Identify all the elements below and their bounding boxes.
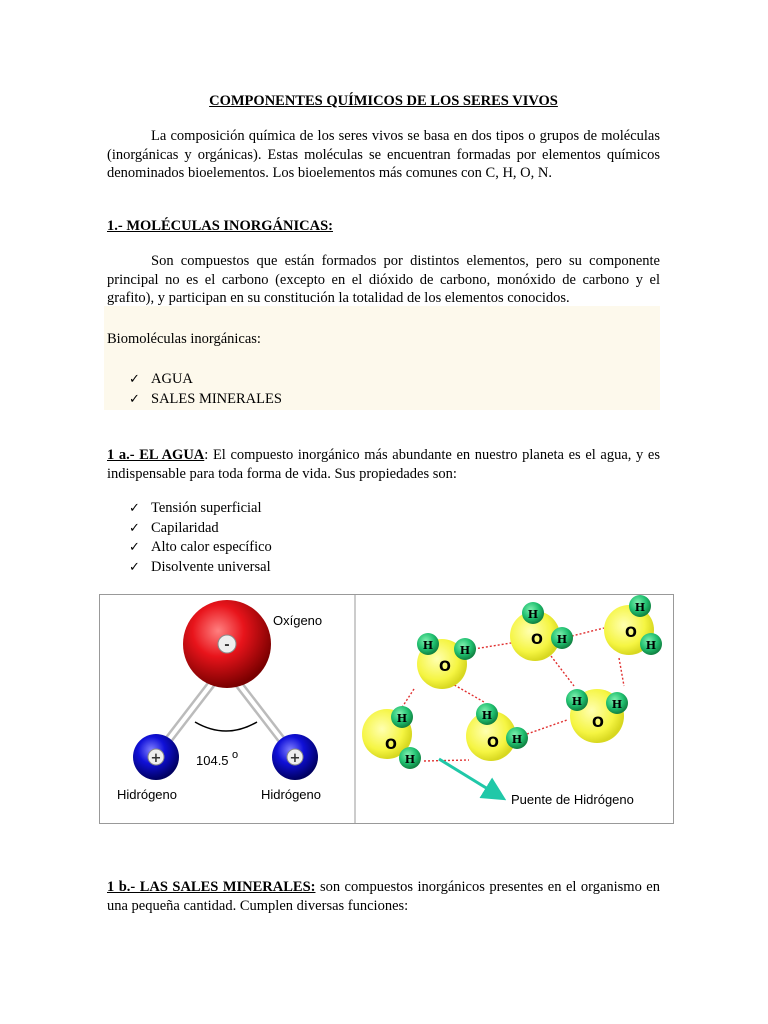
list-item: ✓ AGUA (129, 370, 282, 390)
section1-text: Son compuestos que están formados por distintos elementos, pero su componente principal no es el carbono (excepto en el dióxido de carbono, monóxido de carbono y el grafito), y participan en su constitución la totalidad de los elementos conocidos. (107, 253, 660, 306)
oxygen-symbol: O (592, 715, 604, 731)
hydrogen-symbol: H (645, 639, 657, 652)
angle-label: 104.5 (196, 753, 229, 768)
hydrogen-symbol: H (459, 644, 471, 657)
intro-text: La composición química de los seres vivos se basa en dos tipos o grupos de moléculas (inorgánicas y orgánicas). Estas moléculas se encuentran formadas por elementos químicos denominados bioelementos. Los bioelementos más comunes con C, H, O, N. (107, 128, 660, 181)
section1a-paragraph (107, 446, 660, 483)
hydrogen-symbol: H (396, 712, 408, 725)
hydrogen-label-right: Hidrógeno (261, 787, 321, 802)
checkmark-icon: ✓ (129, 520, 140, 536)
oxygen-symbol: O (487, 735, 499, 751)
checkmark-icon: ✓ (129, 501, 140, 516)
section1b-text: son compuestos inorgánicos presentes en el organismo en una pequeña cantidad. Cumplen diversas funciones: (107, 879, 660, 914)
hydrogen-symbol: H (481, 709, 493, 722)
intro-paragraph (107, 127, 660, 183)
list-item: ✓ Capilaridad (129, 519, 272, 539)
hydrogen-symbol: H (571, 695, 583, 708)
oxygen-label: Oxígeno (273, 613, 323, 628)
checkmark-icon: ✓ (129, 372, 140, 387)
list-item: ✓ Disolvente universal (129, 558, 272, 578)
section1a-text: : El compuesto inorgánico más abundante en nuestro planeta es el agua, y es indispensable para toda forma de vida. Sus propiedades son: (107, 447, 660, 482)
hydrogen-symbol: H (422, 639, 434, 652)
plus-sign-left: + (150, 751, 162, 766)
checkmark-icon: ✓ (129, 391, 140, 407)
water-molecule-figure (99, 594, 674, 824)
section1-heading: 1.- MOLÉCULAS INORGÁNICAS: (107, 218, 333, 234)
oxygen-symbol: O (625, 625, 637, 641)
oxygen-symbol: O (385, 737, 397, 753)
hydrogen-symbol: H (511, 733, 523, 746)
hydrogen-symbol: H (404, 753, 416, 766)
section1b-paragraph (107, 878, 660, 915)
hydrogen-symbol: H (634, 601, 646, 614)
box-list (129, 370, 282, 409)
checkmark-icon: ✓ (129, 559, 140, 575)
hydrogen-bond-label: Puente de Hidrógeno (511, 792, 634, 807)
hydrogen-symbol: H (611, 698, 623, 711)
list-item: ✓ Tensión superficial (129, 499, 272, 519)
box-label: Biomoléculas inorgánicas: (107, 331, 261, 347)
hydrogen-symbol: H (527, 608, 539, 621)
checkmark-icon: ✓ (129, 540, 140, 555)
oxygen-symbol: O (531, 632, 543, 648)
section1b-heading: 1 b.- LAS SALES MINERALES: (107, 879, 316, 895)
section1-paragraph (107, 252, 660, 308)
oxygen-symbol: O (439, 659, 451, 675)
hydrogen-label-left: Hidrógeno (117, 787, 177, 802)
section1a-heading: 1 a.- EL AGUA (107, 447, 205, 463)
list-item: ✓ Alto calor específico (129, 538, 272, 558)
list-item: ✓ SALES MINERALES (129, 390, 282, 410)
plus-sign-right: + (289, 751, 301, 766)
water-properties-list (129, 499, 272, 577)
page-title: COMPONENTES QUÍMICOS DE LOS SERES VIVOS (209, 93, 558, 109)
hydrogen-symbol: H (556, 633, 568, 646)
minus-sign: - (224, 638, 230, 653)
degree-mark: o (232, 749, 239, 761)
